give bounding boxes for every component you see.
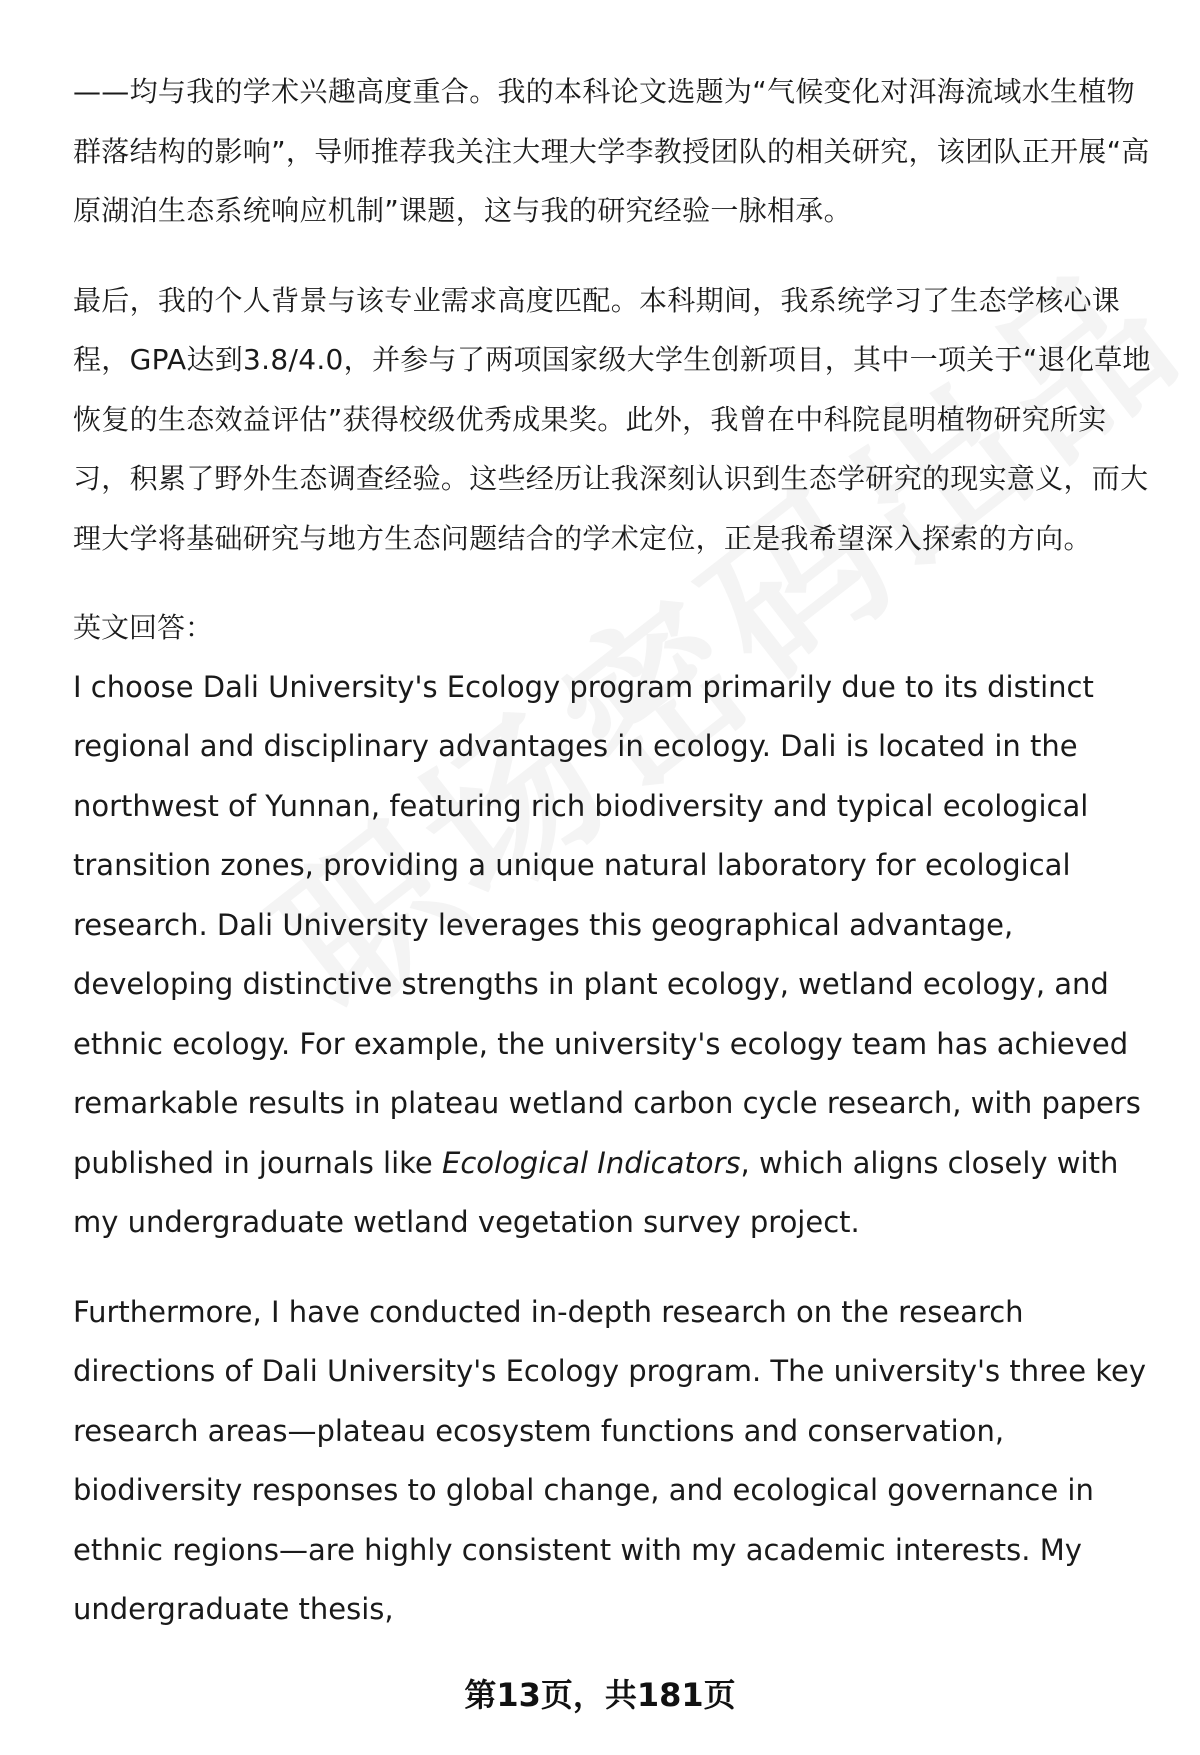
english-paragraph-2: Furthermore, I have conducted in-depth research on the research directions of Dali University's Ecology program. The university's three key research areas—plateau ecosystem functions and conservation, biodiversity responses to global change, and ecological governance in ethnic regions—are highly consistent with my academic interests. My undergraduate thesis, — [73, 1294, 1147, 1626]
page-number-footer: 第13页，共181页 — [464, 1676, 736, 1714]
english-paragraph-1-text: I choose Dali University's Ecology program primarily due to its distinct regional and disciplinary advantages in ecology. Dali is located in the northwest of Yunnan, featuring rich biodiversity and typical ecological transition zones, providing a unique natural laboratory for ecological research. Dali University leverages this geographical advantage, developing distinctive strengths in plant ecology, wetland ecology, and ethnic ecology. For example, the university's ecology team has achieved remarkable results in plateau wetland carbon cycle research, with papers published in journals like — [73, 669, 1141, 1180]
english-paragraph-1-end: , which aligns closely with my undergraduate wetland vegetation survey project. — [73, 1145, 1119, 1239]
english-paragraph-1 — [73, 658, 1158, 1253]
page-content — [73, 62, 1158, 1640]
english-answer-label: 英文回答： — [73, 611, 214, 644]
chinese-paragraph-2: 最后，我的个人背景与该专业需求高度匹配。本科期间，我系统学习了生态学核心课程，GPA达到3.8/4.0，并参与了两项国家级大学生创新项目，其中一项关于“退化草地恢复的生态效益评估”获得校级优秀成果奖。此外，我曾在中科院昆明植物研究所实习，积累了野外生态调查经验。这些经历让我深刻认识到生态学研究的现实意义，而大理大学将基础研究与地方生态问题结合的学术定位，正是我希望深入探索的方向。 — [73, 283, 1151, 555]
journal-name: Ecological Indicators — [442, 1145, 741, 1180]
chinese-paragraph-1: ——均与我的学术兴趣高度重合。我的本科论文选题为“气候变化对洱海流域水生植物群落结构的影响”，导师推荐我关注大理大学李教授团队的相关研究，该团队正开展“高原湖泊生态系统响应机制”课题，这与我的研究经验一脉相承。 — [73, 75, 1150, 227]
